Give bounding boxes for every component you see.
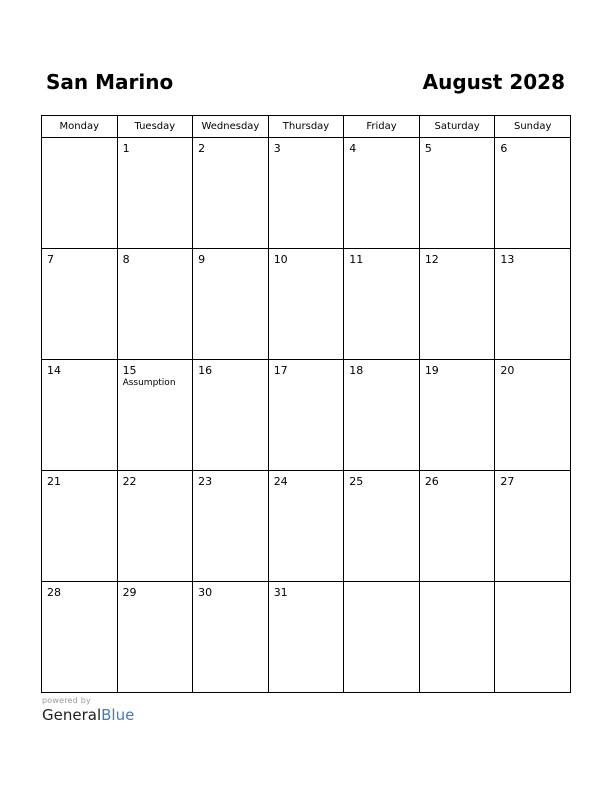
day-number: 12 [424, 253, 439, 266]
day-cell [268, 360, 344, 471]
day-number: 4 [349, 142, 357, 155]
day-number: 23 [198, 475, 213, 488]
day-number: 18 [349, 364, 364, 377]
day-number: 13 [500, 253, 515, 266]
weekday-header-row [42, 116, 571, 138]
day-cell [344, 582, 420, 693]
day-number: 3 [273, 142, 281, 155]
brand-general-text: General [42, 706, 102, 724]
week-row [42, 138, 571, 249]
day-cell [344, 471, 420, 582]
day-number: 26 [424, 475, 439, 488]
day-cell [268, 138, 344, 249]
month-year-title: August 2028 [422, 70, 565, 94]
weekday-sunday: Sunday [495, 116, 571, 138]
day-number: 5 [424, 142, 432, 155]
day-number: 25 [349, 475, 364, 488]
day-cell [42, 138, 118, 249]
day-number: 7 [47, 253, 54, 266]
day-cell [495, 471, 571, 582]
day-number: 22 [122, 475, 137, 488]
day-cell [268, 249, 344, 360]
day-cell [42, 249, 118, 360]
day-cell [117, 471, 193, 582]
day-number: 2 [198, 142, 206, 155]
week-row [42, 471, 571, 582]
day-cell [495, 249, 571, 360]
week-row [42, 360, 571, 471]
day-cell [42, 582, 118, 693]
day-cell [117, 249, 193, 360]
day-cell [193, 582, 269, 693]
day-number: 10 [273, 253, 288, 266]
day-number: 9 [198, 253, 206, 266]
week-row [42, 582, 571, 693]
day-cell [419, 360, 495, 471]
day-number: 11 [349, 253, 364, 266]
day-cell [344, 138, 420, 249]
country-title: San Marino [46, 70, 174, 94]
holiday-label: Assumption [122, 378, 176, 388]
day-number: 8 [122, 253, 130, 266]
day-number: 21 [47, 475, 61, 488]
day-cell [193, 138, 269, 249]
day-number: 19 [424, 364, 439, 377]
day-number: 6 [500, 142, 508, 155]
day-cell [419, 471, 495, 582]
day-number: 29 [122, 586, 137, 599]
day-number: 17 [273, 364, 288, 377]
calendar-body [42, 138, 571, 693]
day-number: 30 [198, 586, 213, 599]
day-number: 14 [47, 364, 61, 377]
day-cell [117, 582, 193, 693]
day-cell [495, 360, 571, 471]
weekday-monday: Monday [42, 116, 118, 138]
brand-logo [42, 706, 134, 724]
day-cell [193, 249, 269, 360]
weekday-wednesday: Wednesday [193, 116, 269, 138]
day-cell [344, 360, 420, 471]
weekday-saturday: Saturday [419, 116, 495, 138]
day-number: 24 [273, 475, 288, 488]
day-cell [419, 138, 495, 249]
day-number: 27 [500, 475, 515, 488]
day-cell [193, 360, 269, 471]
day-cell [42, 360, 118, 471]
day-cell [419, 582, 495, 693]
day-cell [495, 582, 571, 693]
day-cell [419, 249, 495, 360]
day-number: 20 [500, 364, 515, 377]
day-cell [117, 360, 193, 471]
day-cell [42, 471, 118, 582]
day-cell [117, 138, 193, 249]
weekday-friday: Friday [344, 116, 420, 138]
week-row [42, 249, 571, 360]
day-cell [193, 471, 269, 582]
day-cell [268, 582, 344, 693]
day-cell [495, 138, 571, 249]
weekday-thursday: Thursday [268, 116, 344, 138]
day-number: 15 [122, 364, 137, 377]
footer [42, 696, 134, 724]
weekday-tuesday: Tuesday [117, 116, 193, 138]
day-number: 28 [47, 586, 61, 599]
day-cell [344, 249, 420, 360]
calendar-grid [41, 115, 571, 693]
day-cell [268, 471, 344, 582]
powered-by-label: powered by [42, 696, 91, 705]
brand-blue-text: Blue [101, 706, 135, 724]
day-number: 1 [122, 142, 130, 155]
day-number: 16 [198, 364, 213, 377]
day-number: 31 [273, 586, 288, 599]
